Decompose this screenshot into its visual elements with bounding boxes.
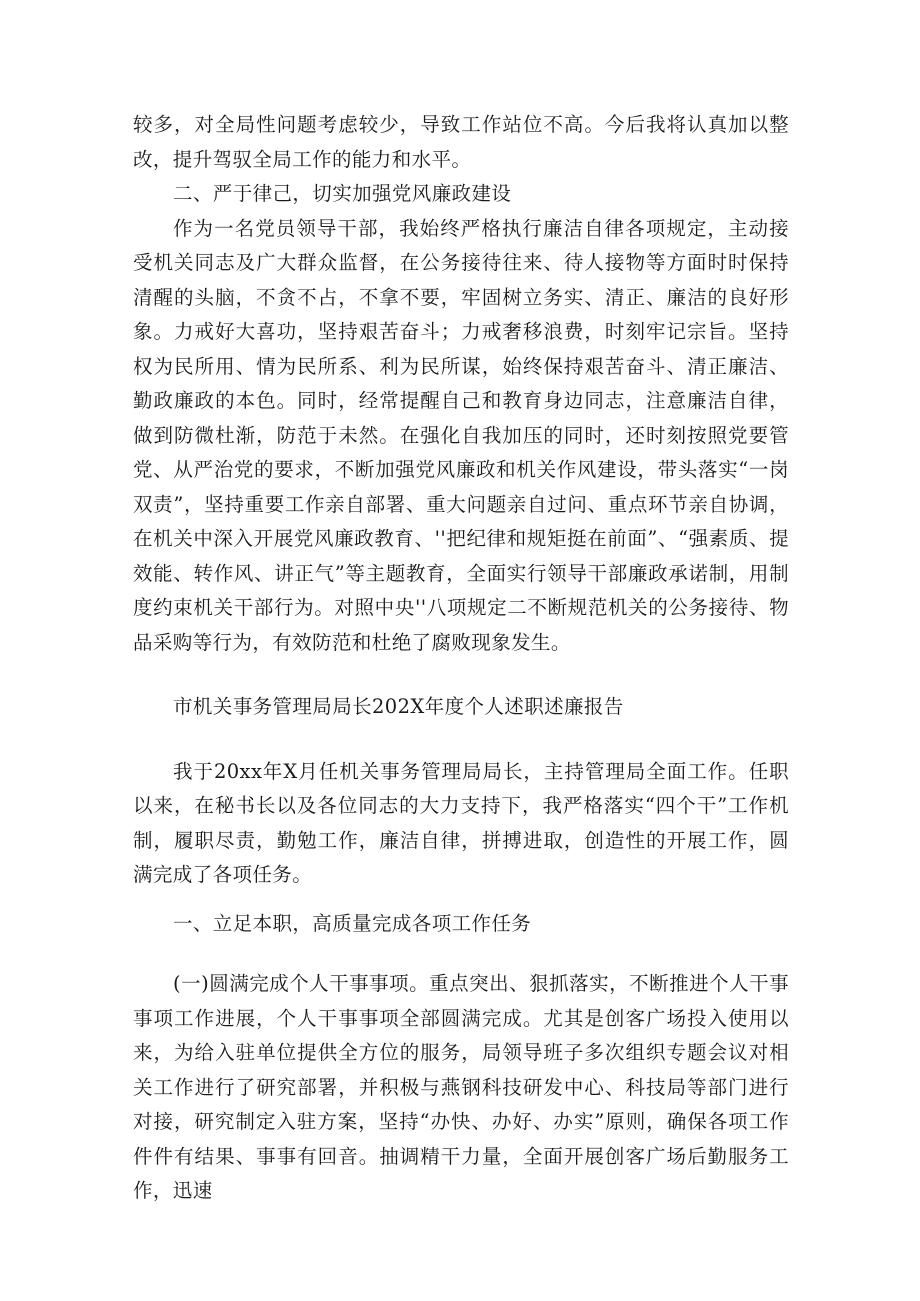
section-2-heading: 二、严于律己，切实加强党风廉政建设: [173, 182, 512, 205]
item-1-paragraph: (一)圆满完成个人干事事项。重点突出、狠抓落实，不断推进个人干事事项工作进展，个人干事事项全部圆满完成。尤其是创客广场投入使用以来，为给入驻单位提供全方位的服务，局领导班子多次组织专题会议对相关工作进行了研究部署，并积极与燕钢科技研发中心、科技局等部门进行对接，研究制定入驻方案，坚持“办快、办好、办实”原则，确保各项工作件件有结果、事事有回音。抽调精干力量，全面开展创客广场后勤服务工作，迅速: [133, 972, 789, 1202]
continuation-paragraph: 较多，对全局性问题考虑较少，导致工作站位不高。今后我将认真加以整改，提升驾驭全局工作的能力和水平。: [133, 113, 789, 171]
intro-paragraph: 我于20xx年X月任机关事务管理局局长，主持管理局全面工作。任职以来，在秘书长以及各位同志的大力支持下，我严格落实“四个干”工作机制，履职尽责，勤勉工作，廉洁自律，拼搏进取，创造性的开展工作，圆满完成了各项任务。: [133, 759, 789, 886]
section-2-body: 作为一名党员领导干部，我始终严格执行廉洁自律各项规定，主动接受机关同志及广大群众监督，在公务接待往来、待人接物等方面时时保持清醒的头脑，不贪不占，不拿不要，牢固树立务实、清正、廉洁的良好形象。力戒好大喜功，坚持艰苦奋斗；力戒奢移浪费，时刻牢记宗旨。坚持权为民所用、情为民所系、利为民所谋，始终保持艰苦奋斗、清正廉洁、勤政廉政的本色。同时，经常提醒自己和教育身边同志，注意廉洁自律，做到防微杜渐，防范于未然。在强化自我加压的同时，还时刻按照党要管党、从严治党的要求，不断加强党风廉政和机关作风建设，带头落实“一岗双责”，坚持重要工作亲自部署、重大问题亲自过问、重点环节亲自协调，在机关中深入开展党风廉政教育、''把纪律和规矩挺在前面”、“强素质、提效能、转作风、讲正气”等主题教育，全面实行领导干部廉政承诺制，用制度约束机关干部行为。对照中央''八项规定二不断规范机关的公务接待、物品采购等行为，有效防范和杜绝了腐败现象发生。: [133, 216, 789, 654]
document-body: [133, 108, 789, 1209]
report-title: 市机关事务管理局局长202X年度个人述职述廉报告: [173, 695, 624, 718]
section-1-heading: 一、立足本职，高质量完成各项工作任务: [173, 911, 532, 935]
